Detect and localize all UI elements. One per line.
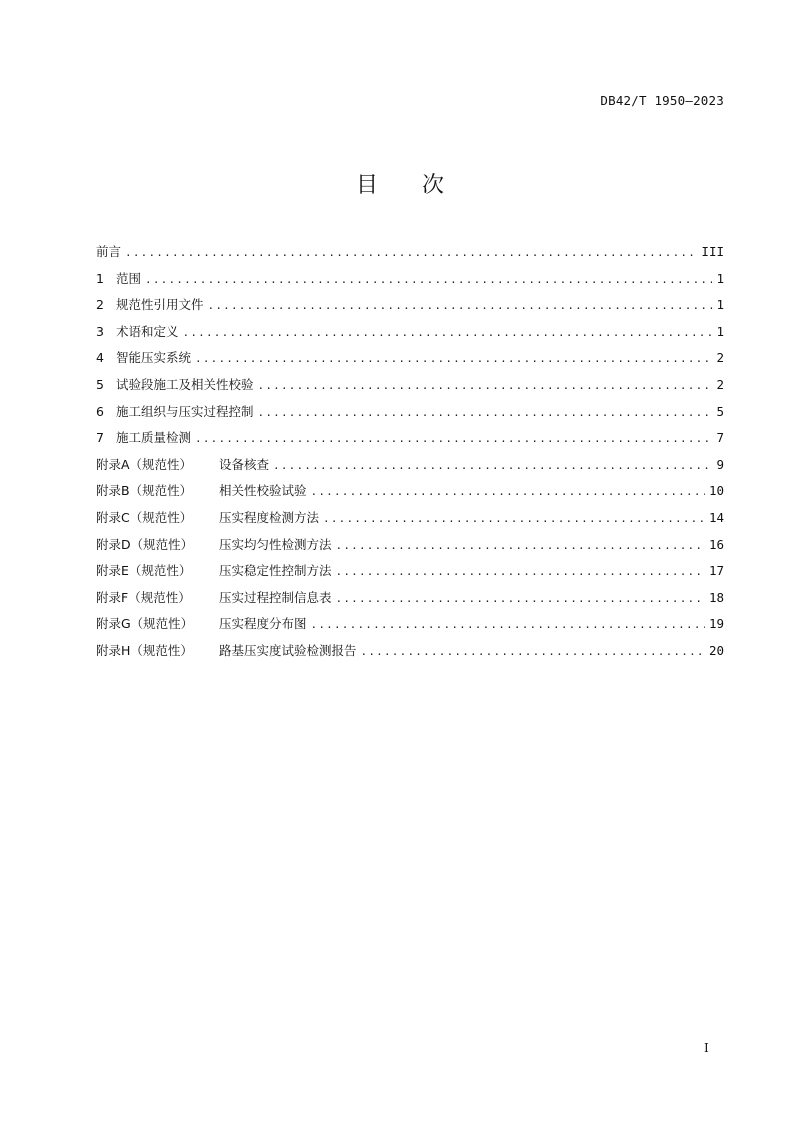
toc-entry-page: 1 [716,297,724,313]
toc-entry[interactable] [96,269,724,296]
toc-entry-page: 17 [708,563,724,579]
toc-entry-appendix: 附录C（规范性） [96,509,193,525]
toc-entry[interactable] [96,348,724,375]
page-folio: I [704,1041,709,1055]
toc-entry-page: 9 [716,456,724,472]
toc-entry-label: 设备核查 [219,456,270,472]
toc-entry-label: 范围 [116,270,142,286]
toc-entry-appendix: 附录D（规范性） [96,536,194,552]
toc-dot-leader [361,645,705,658]
toc-dot-leader [195,432,712,445]
toc-entry-page: 18 [708,589,724,605]
toc-entry-appendix: 附录F（规范性） [96,589,191,605]
toc-dot-leader [273,459,712,472]
toc-entry-page: 10 [708,483,724,499]
toc-entry-label: 术语和定义 [116,323,179,339]
toc-entry-page: 7 [716,430,724,446]
toc-entry-label: 压实过程控制信息表 [219,589,332,605]
toc-dot-leader [311,485,705,498]
toc-entry[interactable] [96,428,724,455]
toc-entry-label: 相关性校验试验 [219,483,307,499]
toc-entry-page: 14 [708,509,724,525]
toc-dot-leader [336,565,705,578]
toc-entry[interactable] [96,535,724,562]
toc-entry-label: 路基压实度试验检测报告 [219,642,357,658]
toc-entry-page: 2 [716,376,724,392]
toc-entry-page: 20 [708,642,724,658]
toc-dot-leader [323,512,705,525]
table-of-contents [96,242,724,668]
toc-entry[interactable] [96,508,724,535]
toc-dot-leader [145,273,712,286]
toc-entry-number: 5 [96,376,104,392]
toc-entry[interactable] [96,455,724,482]
toc-entry[interactable] [96,588,724,615]
toc-entry-number: 6 [96,403,104,419]
toc-entry-label: 试验段施工及相关性校验 [116,376,254,392]
toc-entry-page: 2 [716,350,724,366]
toc-entry-number: 7 [96,430,104,446]
toc-entry-number: 4 [96,350,104,366]
toc-entry-number: 3 [96,323,104,339]
toc-dot-leader [336,592,705,605]
toc-entry[interactable] [96,295,724,322]
toc-entry-page: 1 [716,270,724,286]
toc-entry-label: 压实程度分布图 [219,616,307,632]
toc-dot-leader [311,618,705,631]
toc-dot-leader [195,352,712,365]
toc-entry[interactable] [96,242,724,269]
toc-entry-label: 压实稳定性控制方法 [219,563,332,579]
standard-code: DB42/T 1950—2023 [600,93,724,108]
toc-entry[interactable] [96,402,724,429]
toc-entry-label: 规范性引用文件 [116,297,204,313]
page-title-part2: 次 [422,173,445,198]
toc-entry-label: 施工组织与压实过程控制 [116,403,254,419]
toc-entry-appendix: 附录A（规范性） [96,456,193,472]
toc-entry-page: 5 [716,403,724,419]
toc-entry-appendix: 附录G（规范性） [96,616,194,632]
toc-entry-appendix: 附录E（规范性） [96,563,192,579]
toc-entry-number: 1 [96,270,104,286]
toc-entry-label: 压实程度检测方法 [219,509,320,525]
toc-entry-number: 2 [96,297,104,313]
toc-entry-label: 施工质量检测 [116,430,192,446]
page-title [0,168,800,199]
toc-entry[interactable] [96,375,724,402]
toc-entry[interactable] [96,481,724,508]
page-title-part1: 目 [355,173,378,198]
toc-entry[interactable] [96,322,724,349]
toc-entry-page: 19 [708,616,724,632]
toc-entry[interactable] [96,641,724,668]
toc-dot-leader [258,379,713,392]
toc-dot-leader [183,326,713,339]
toc-dot-leader [125,246,697,259]
toc-dot-leader [336,539,705,552]
toc-entry-page: 16 [708,536,724,552]
toc-dot-leader [258,406,713,419]
toc-entry[interactable] [96,561,724,588]
toc-entry[interactable] [96,614,724,641]
toc-dot-leader [208,299,713,312]
toc-entry-label: 前言 [96,244,122,259]
toc-entry-page: III [701,244,724,259]
toc-entry-label: 智能压实系统 [116,350,192,366]
toc-entry-page: 1 [716,323,724,339]
toc-entry-label: 压实均匀性检测方法 [219,536,332,552]
toc-entry-appendix: 附录H（规范性） [96,642,193,658]
toc-entry-appendix: 附录B（规范性） [96,483,193,499]
